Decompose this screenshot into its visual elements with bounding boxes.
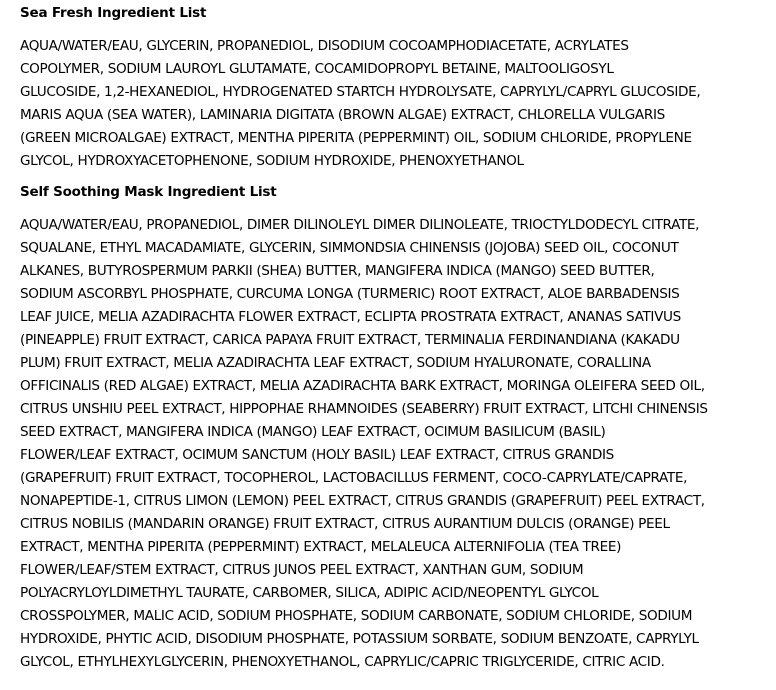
ingredient-line: PLUM) FRUIT EXTRACT, MELIA AZADIRACHTA LEAF EXTRACT, SODIUM HYALURONATE, CORALLINA bbox=[20, 355, 651, 371]
ingredient-line: ALKANES, BUTYROSPERMUM PARKII (SHEA) BUTTER, MANGIFERA INDICA (MANGO) SEED BUTTER, bbox=[20, 263, 655, 279]
ingredient-line: CITRUS UNSHIU PEEL EXTRACT, HIPPOPHAE RHAMNOIDES (SEABERRY) FRUIT EXTRACT, LITCHI CHINENSIS bbox=[20, 401, 708, 417]
ingredient-line: GLYCOL, ETHYLHEXYLGLYCERIN, PHENOXYETHANOL, CAPRYLIC/CAPRIC TRIGLYCERIDE, CITRIC ACID. bbox=[20, 654, 665, 670]
ingredient-line: CITRUS NOBILIS (MANDARIN ORANGE) FRUIT EXTRACT, CITRUS AURANTIUM DULCIS (ORANGE) PEEL bbox=[20, 516, 670, 532]
self-soothing-mask-section bbox=[20, 183, 766, 674]
ingredient-line: SODIUM ASCORBYL PHOSPHATE, CURCUMA LONGA (TURMERIC) ROOT EXTRACT, ALOE BARBADENSIS bbox=[20, 286, 680, 302]
ingredient-line: MARIS AQUA (SEA WATER), LAMINARIA DIGITATA (BROWN ALGAE) EXTRACT, CHLORELLA VULGARIS bbox=[20, 107, 665, 123]
ingredient-line: SQUALANE, ETHYL MACADAMIATE, GLYCERIN, SIMMONDSIA CHINENSIS (JOJOBA) SEED OIL, COCONUT bbox=[20, 240, 679, 256]
ingredient-line: EXTRACT, MENTHA PIPERITA (PEPPERMINT) EXTRACT, MELALEUCA ALTERNIFOLIA (TEA TREE) bbox=[20, 539, 622, 555]
ingredient-line: FLOWER/LEAF/STEM EXTRACT, CITRUS JUNOS PEEL EXTRACT, XANTHAN GUM, SODIUM bbox=[20, 562, 584, 578]
section-title: Self Soothing Mask Ingredient List bbox=[20, 184, 277, 200]
ingredient-list bbox=[20, 214, 766, 674]
ingredient-line: (GRAPEFRUIT) FRUIT EXTRACT, TOCOPHEROL, LACTOBACILLUS FERMENT, COCO-CAPRYLATE/CAPRATE, bbox=[20, 470, 688, 486]
ingredient-line: HYDROXIDE, PHYTIC ACID, DISODIUM PHOSPHATE, POTASSIUM SORBATE, SODIUM BENZOATE, CAPRYLYL bbox=[20, 631, 699, 647]
ingredient-line: FLOWER/LEAF EXTRACT, OCIMUM SANCTUM (HOLY BASIL) LEAF EXTRACT, CITRUS GRANDIS bbox=[20, 447, 614, 463]
ingredient-document bbox=[20, 4, 766, 674]
ingredient-line: SEED EXTRACT, MANGIFERA INDICA (MANGO) LEAF EXTRACT, OCIMUM BASILICUM (BASIL) bbox=[20, 424, 606, 440]
ingredient-line: GLYCOL, HYDROXYACETOPHENONE, SODIUM HYDROXIDE, PHENOXYETHANOL bbox=[20, 153, 524, 169]
ingredient-line: POLYACRYLOYLDIMETHYL TAURATE, CARBOMER, SILICA, ADIPIC ACID/NEOPENTYL GLYCOL bbox=[20, 585, 599, 601]
ingredient-line: CROSSPOLYMER, MALIC ACID, SODIUM PHOSPHATE, SODIUM CARBONATE, SODIUM CHLORIDE, SODIUM bbox=[20, 608, 693, 624]
section-title: Sea Fresh Ingredient List bbox=[20, 5, 207, 21]
ingredient-line: LEAF JUICE, MELIA AZADIRACHTA FLOWER EXTRACT, ECLIPTA PROSTRATA EXTRACT, ANANAS SATIVUS bbox=[20, 309, 681, 325]
ingredient-line: AQUA/WATER/EAU, PROPANEDIOL, DIMER DILINOLEYL DIMER DILINOLEATE, TRIOCTYLDODECYL CITRATE, bbox=[20, 217, 700, 233]
sea-fresh-section bbox=[20, 4, 766, 173]
ingredient-line: COPOLYMER, SODIUM LAUROYL GLUTAMATE, COCAMIDOPROPYL BETAINE, MALTOOLIGOSYL bbox=[20, 61, 614, 77]
ingredient-line: AQUA/WATER/EAU, GLYCERIN, PROPANEDIOL, DISODIUM COCOAMPHODIACETATE, ACRYLATES bbox=[20, 38, 629, 54]
ingredient-line: NONAPEPTIDE-1, CITRUS LIMON (LEMON) PEEL EXTRACT, CITRUS GRANDIS (GRAPEFRUIT) PEEL EXTRACT, bbox=[20, 493, 705, 509]
ingredient-line: (GREEN MICROALGAE) EXTRACT, MENTHA PIPERITA (PEPPERMINT) OIL, SODIUM CHLORIDE, PROPYLENE bbox=[20, 130, 692, 146]
ingredient-list bbox=[20, 35, 766, 173]
ingredient-line: OFFICINALIS (RED ALGAE) EXTRACT, MELIA AZADIRACHTA BARK EXTRACT, MORINGA OLEIFERA SEED OIL, bbox=[20, 378, 705, 394]
ingredient-line: (PINEAPPLE) FRUIT EXTRACT, CARICA PAPAYA FRUIT EXTRACT, TERMINALIA FERDINANDIANA (KAKADU bbox=[20, 332, 680, 348]
ingredient-line: GLUCOSIDE, 1,2-HEXANEDIOL, HYDROGENATED STARTCH HYDROLYSATE, CAPRYLYL/CAPRYL GLUCOSIDE, bbox=[20, 84, 701, 100]
